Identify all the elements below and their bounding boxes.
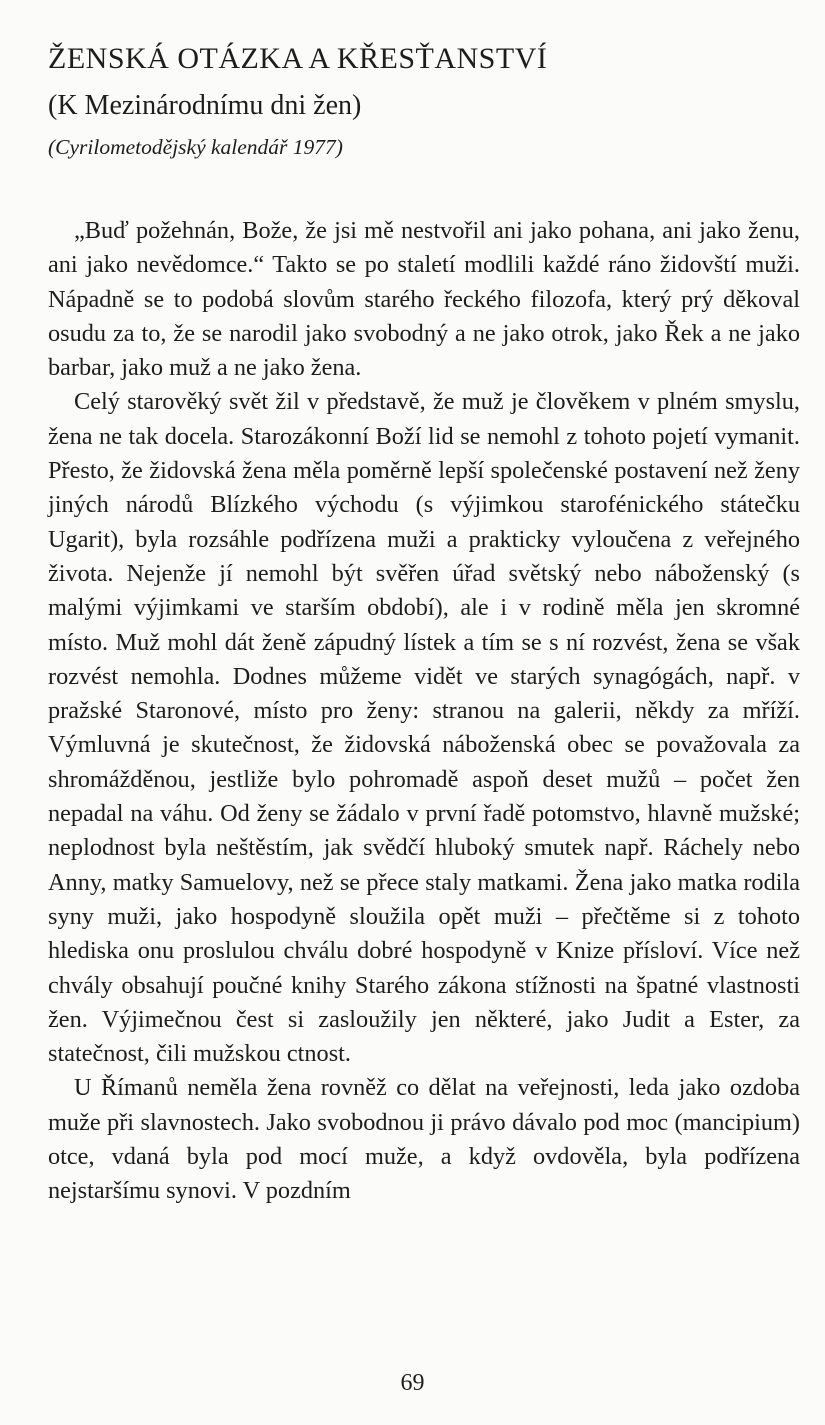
page-subtitle: (K Mezinárodnímu dni žen)	[48, 90, 362, 121]
page-number: 69	[400, 1370, 425, 1396]
paragraph-2: Celý starověký svět žil v představě, že muž je člověkem v plném smyslu, žena ne tak docela. Starozákonní Boží lid se nemohl z tohoto pojetí vymanit. Přesto, že židovská žena měla poměrně lepší společenské postavení než ženy jiných národů Blízkého východu (s výjimkou starofénického státečku Ugarit), byla rozsáhle podřízena muži a prakticky vyloučena z veřejného života. Nejenže jí nemohl být svěřen úřad světský nebo náboženský (s malými výjimkami ve starším období), ale i v rodině měla jen skromné místo. Muž mohl dát ženě zápudný lístek a tím se s ní rozvést, žena se však rozvést nemohla. Dodnes můžeme vidět ve starých synagógách, např. v pražské Staronové, místo pro ženy: stranou na galerii, někdy za mříží. Výmluvná je skutečnost, že židovská náboženská obec se považovala za shromážděnou, jestliže bylo pohromadě aspoň deset mužů – počet žen nepadal na váhu. Od ženy se žádalo v první řadě potomstvo, hlavně mužské; neplodnost byla neštěstím, jak svědčí hluboký smutek např. Ráchely nebo Anny, matky Samuelovy, než se přece staly matkami. Žena jako matka rodila syny muži, jako hospodyně sloužila opět muži – přečtěme si z tohoto hlediska onu proslulou chválu dobré hospodyně v Knize přísloví. Více než chvály obsahují poučné knihy Starého zákona stížnosti na špatné vlastnosti žen. Výjimečnou čest si zasloužily jen některé, jako Judit a Ester, za statečnost, čili mužskou ctnost.	[48, 388, 800, 1068]
paragraph-1: „Buď požehnán, Bože, že jsi mě nestvořil ani jako pohana, ani jako ženu, ani jako nevědomce.“ Takto se po staletí modlili každé ráno židovští muži. Nápadně se to podobá slovům starého řeckého filozofa, který prý děkoval osudu za to, že se narodil jako svobodný a ne jako otrok, jako Řek a ne jako barbar, jako muž a ne jako žena.	[48, 217, 800, 382]
paragraph-3: U Římanů neměla žena rovněž co dělat na veřejnosti, leda jako ozdoba muže při slavnostech. Jako svobodnou ji právo dávalo pod moc (mancipium) otce, vdaná byla pod mocí muže, a když ovdověla, byla podřízena nejstaršímu synovi. V pozdním	[48, 1074, 800, 1205]
article-body	[48, 214, 800, 1209]
document-page	[48, 40, 800, 1209]
source-citation: (Cyrilometodějský kalendář 1977)	[48, 135, 343, 159]
page-title: ŽENSKÁ OTÁZKA A KŘESŤANSTVÍ	[48, 42, 548, 75]
